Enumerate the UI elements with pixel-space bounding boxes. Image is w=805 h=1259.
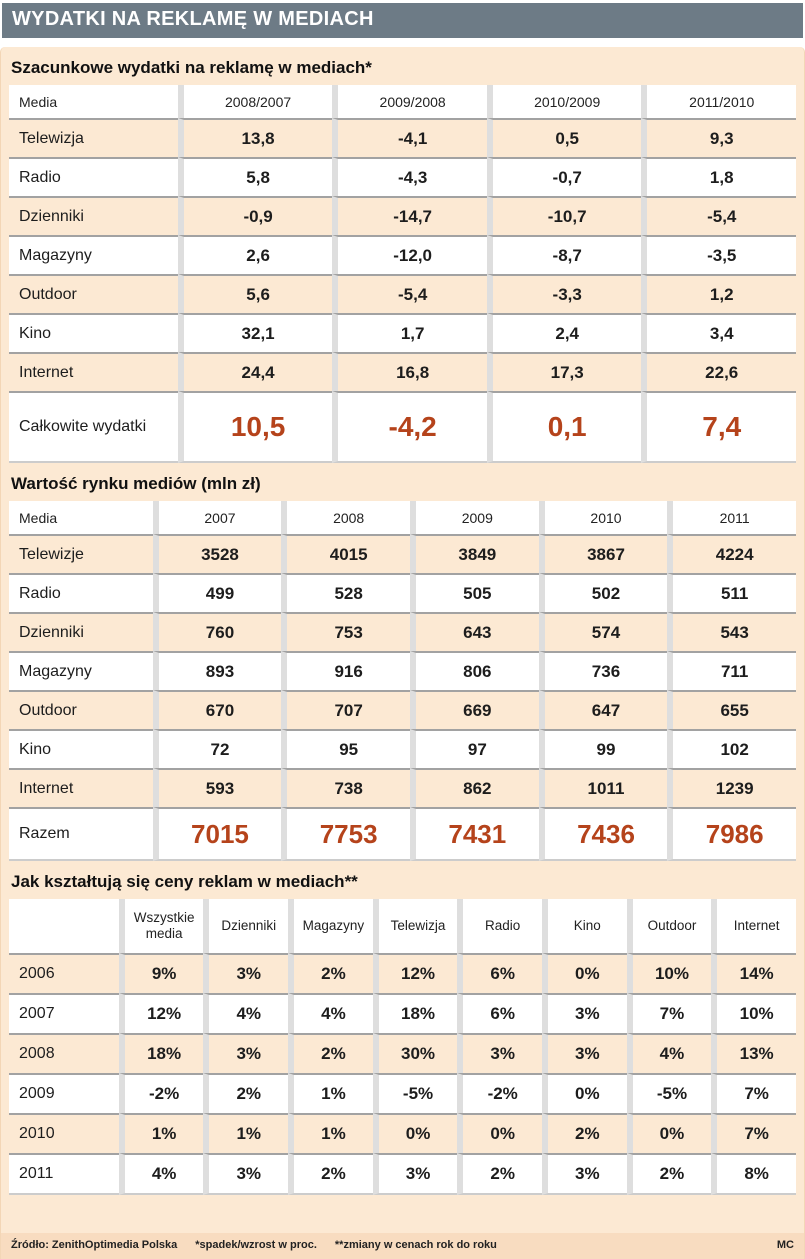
data-cell: -2%: [457, 1073, 542, 1113]
data-cell: 1,2: [641, 274, 796, 313]
data-cell: 593: [153, 768, 282, 807]
column-header: 2008/2007: [178, 85, 333, 118]
data-cell: 8%: [711, 1153, 796, 1195]
data-cell: 7%: [711, 1113, 796, 1153]
data-cell: 72: [153, 729, 282, 768]
data-cell: 102: [667, 729, 796, 768]
market-value-table: [9, 501, 796, 861]
data-cell: 760: [153, 612, 282, 651]
table-row: [9, 993, 796, 1033]
column-header: 2007: [153, 501, 282, 534]
header-row: [9, 85, 796, 118]
row-label: 2008: [9, 1033, 119, 1073]
row-label: Kino: [9, 729, 153, 768]
column-header: Telewizja: [373, 899, 458, 953]
row-label: 2010: [9, 1113, 119, 1153]
data-cell: 30%: [373, 1033, 458, 1073]
table-row: [9, 612, 796, 651]
column-header: Magazyny: [288, 899, 373, 953]
data-cell: 753: [281, 612, 410, 651]
data-cell: 1%: [119, 1113, 204, 1153]
data-cell: 22,6: [641, 352, 796, 391]
data-cell: -3,3: [487, 274, 642, 313]
data-cell: 1%: [288, 1073, 373, 1113]
data-cell: 574: [539, 612, 668, 651]
column-header: Outdoor: [627, 899, 712, 953]
data-cell: 736: [539, 651, 668, 690]
data-cell: -10,7: [487, 196, 642, 235]
data-cell: 18%: [373, 993, 458, 1033]
data-cell: 3867: [539, 534, 668, 573]
data-cell: 3%: [373, 1153, 458, 1195]
data-cell: 10%: [711, 993, 796, 1033]
data-cell: 4015: [281, 534, 410, 573]
row-label: 2009: [9, 1073, 119, 1113]
row-label: Magazyny: [9, 235, 178, 274]
data-cell: 711: [667, 651, 796, 690]
table-row: [9, 690, 796, 729]
masthead-title: WYDATKI NA REKLAMĘ W MEDIACH: [12, 8, 374, 30]
data-cell: 0%: [457, 1113, 542, 1153]
row-label-header: Media: [9, 501, 153, 534]
data-cell: 2%: [288, 953, 373, 993]
column-header: 2010/2009: [487, 85, 642, 118]
data-cell: 13%: [711, 1033, 796, 1073]
total-row: [9, 391, 796, 463]
data-cell: -4,3: [332, 157, 487, 196]
author-initials: MC: [776, 1239, 794, 1251]
data-cell: 806: [410, 651, 539, 690]
data-cell: 647: [539, 690, 668, 729]
data-cell: 1,8: [641, 157, 796, 196]
column-header: Internet: [711, 899, 796, 953]
data-cell: -3,5: [641, 235, 796, 274]
table-row: [9, 651, 796, 690]
total-cell: -4,2: [332, 391, 487, 463]
table-row: [9, 235, 796, 274]
data-cell: 2%: [203, 1073, 288, 1113]
data-cell: 2%: [288, 1033, 373, 1073]
row-label: 2011: [9, 1153, 119, 1195]
row-label: Internet: [9, 352, 178, 391]
row-label: Internet: [9, 768, 153, 807]
table-row: [9, 118, 796, 157]
column-header: 2008: [281, 501, 410, 534]
data-cell: 670: [153, 690, 282, 729]
table-row: [9, 573, 796, 612]
data-cell: 0%: [627, 1113, 712, 1153]
total-cell: 7986: [667, 807, 796, 861]
data-cell: 862: [410, 768, 539, 807]
data-cell: 655: [667, 690, 796, 729]
column-header: 2009/2008: [332, 85, 487, 118]
header-row: [9, 501, 796, 534]
data-cell: 1%: [288, 1113, 373, 1153]
total-cell: 7753: [281, 807, 410, 861]
table-row: [9, 352, 796, 391]
data-cell: -5,4: [641, 196, 796, 235]
row-label: Dzienniki: [9, 196, 178, 235]
data-cell: 2%: [627, 1153, 712, 1195]
total-cell: 10,5: [178, 391, 333, 463]
data-cell: 0%: [542, 1073, 627, 1113]
data-cell: 7%: [711, 1073, 796, 1113]
data-cell: 18%: [119, 1033, 204, 1073]
footnote-single-asterisk: *spadek/wzrost w proc.: [195, 1239, 317, 1251]
total-cell: 7431: [410, 807, 539, 861]
row-label: Outdoor: [9, 274, 178, 313]
data-cell: 12%: [373, 953, 458, 993]
section-title-expenditure: Szacunkowe wydatki na reklamę w mediach*: [11, 58, 372, 77]
column-header: Wszystkie media: [119, 899, 204, 953]
data-cell: 3849: [410, 534, 539, 573]
row-label-header: [9, 899, 119, 953]
data-cell: 2%: [457, 1153, 542, 1195]
table-row: [9, 1113, 796, 1153]
row-label: Magazyny: [9, 651, 153, 690]
row-label: 2007: [9, 993, 119, 1033]
data-cell: 5,8: [178, 157, 333, 196]
data-cell: -8,7: [487, 235, 642, 274]
data-cell: 1239: [667, 768, 796, 807]
data-cell: 2,4: [487, 313, 642, 352]
table-row: [9, 1073, 796, 1113]
price-change-table: [9, 899, 796, 1195]
data-cell: 0%: [542, 953, 627, 993]
data-cell: 2,6: [178, 235, 333, 274]
data-cell: 17,3: [487, 352, 642, 391]
column-header: Dzienniki: [203, 899, 288, 953]
data-cell: 502: [539, 573, 668, 612]
data-cell: 9%: [119, 953, 204, 993]
data-cell: -5%: [627, 1073, 712, 1113]
data-cell: 12%: [119, 993, 204, 1033]
total-row: [9, 807, 796, 861]
data-cell: 505: [410, 573, 539, 612]
data-cell: 1011: [539, 768, 668, 807]
data-cell: 0,5: [487, 118, 642, 157]
row-label: Telewizje: [9, 534, 153, 573]
data-cell: 1%: [203, 1113, 288, 1153]
table-row: [9, 534, 796, 573]
data-cell: 2%: [542, 1113, 627, 1153]
masthead: [2, 3, 803, 38]
row-label-header: Media: [9, 85, 178, 118]
total-cell: 7015: [153, 807, 282, 861]
data-cell: 669: [410, 690, 539, 729]
column-header: Kino: [542, 899, 627, 953]
data-cell: 6%: [457, 993, 542, 1033]
data-cell: 0%: [373, 1113, 458, 1153]
data-cell: 10%: [627, 953, 712, 993]
data-cell: 893: [153, 651, 282, 690]
data-cell: 3528: [153, 534, 282, 573]
data-cell: 5,6: [178, 274, 333, 313]
data-cell: 4%: [119, 1153, 204, 1195]
data-cell: -0,7: [487, 157, 642, 196]
data-cell: 2%: [288, 1153, 373, 1195]
table-row: [9, 953, 796, 993]
data-cell: 14%: [711, 953, 796, 993]
data-cell: 97: [410, 729, 539, 768]
data-cell: 99: [539, 729, 668, 768]
row-label: 2006: [9, 953, 119, 993]
row-label: Kino: [9, 313, 178, 352]
data-cell: 95: [281, 729, 410, 768]
data-cell: -2%: [119, 1073, 204, 1113]
table-row: [9, 768, 796, 807]
table-row: [9, 157, 796, 196]
column-header: 2009: [410, 501, 539, 534]
footnote-double-asterisk: **zmiany w cenach rok do roku: [334, 1239, 497, 1251]
column-header: 2010: [539, 501, 668, 534]
section-title-price-change: Jak kształtują się ceny reklam w mediach**: [11, 872, 358, 891]
data-cell: 4224: [667, 534, 796, 573]
table-row: [9, 1033, 796, 1073]
data-cell: 738: [281, 768, 410, 807]
data-cell: 4%: [288, 993, 373, 1033]
data-cell: -14,7: [332, 196, 487, 235]
data-cell: -5%: [373, 1073, 458, 1113]
total-label: Razem: [9, 807, 153, 861]
table-row: [9, 196, 796, 235]
total-label: Całkowite wydatki: [9, 391, 178, 463]
data-cell: 24,4: [178, 352, 333, 391]
total-cell: 0,1: [487, 391, 642, 463]
column-header: 2011/2010: [641, 85, 796, 118]
table-row: [9, 274, 796, 313]
data-cell: 9,3: [641, 118, 796, 157]
data-cell: -12,0: [332, 235, 487, 274]
data-cell: 13,8: [178, 118, 333, 157]
table-row: [9, 313, 796, 352]
data-cell: 499: [153, 573, 282, 612]
data-cell: 3%: [542, 1033, 627, 1073]
data-cell: 528: [281, 573, 410, 612]
data-cell: 4%: [203, 993, 288, 1033]
data-cell: 707: [281, 690, 410, 729]
data-cell: 3%: [457, 1033, 542, 1073]
row-label: Dzienniki: [9, 612, 153, 651]
row-label: Radio: [9, 157, 178, 196]
data-cell: 4%: [627, 1033, 712, 1073]
source-footer: [1, 1233, 804, 1259]
data-cell: 16,8: [332, 352, 487, 391]
data-cell: 7%: [627, 993, 712, 1033]
table-row: [9, 1153, 796, 1195]
total-cell: 7,4: [641, 391, 796, 463]
data-cell: 3%: [542, 1153, 627, 1195]
row-label: Outdoor: [9, 690, 153, 729]
data-cell: 3,4: [641, 313, 796, 352]
data-cell: 32,1: [178, 313, 333, 352]
data-cell: 643: [410, 612, 539, 651]
infographic-panel: [0, 47, 805, 1259]
data-cell: -0,9: [178, 196, 333, 235]
table-row: [9, 729, 796, 768]
row-label: Radio: [9, 573, 153, 612]
data-cell: 3%: [203, 1033, 288, 1073]
data-cell: 3%: [542, 993, 627, 1033]
data-cell: 6%: [457, 953, 542, 993]
data-cell: 916: [281, 651, 410, 690]
data-cell: -4,1: [332, 118, 487, 157]
data-cell: 543: [667, 612, 796, 651]
header-row: [9, 899, 796, 953]
data-cell: 1,7: [332, 313, 487, 352]
total-cell: 7436: [539, 807, 668, 861]
section-title-market-value: Wartość rynku mediów (mln zł): [11, 474, 261, 493]
source-note: Źródło: ZenithOptimedia Polska: [11, 1239, 178, 1251]
row-label: Telewizja: [9, 118, 178, 157]
data-cell: 3%: [203, 953, 288, 993]
data-cell: 3%: [203, 1153, 288, 1195]
data-cell: -5,4: [332, 274, 487, 313]
data-cell: 511: [667, 573, 796, 612]
expenditure-table: [9, 85, 796, 463]
column-header: 2011: [667, 501, 796, 534]
column-header: Radio: [457, 899, 542, 953]
